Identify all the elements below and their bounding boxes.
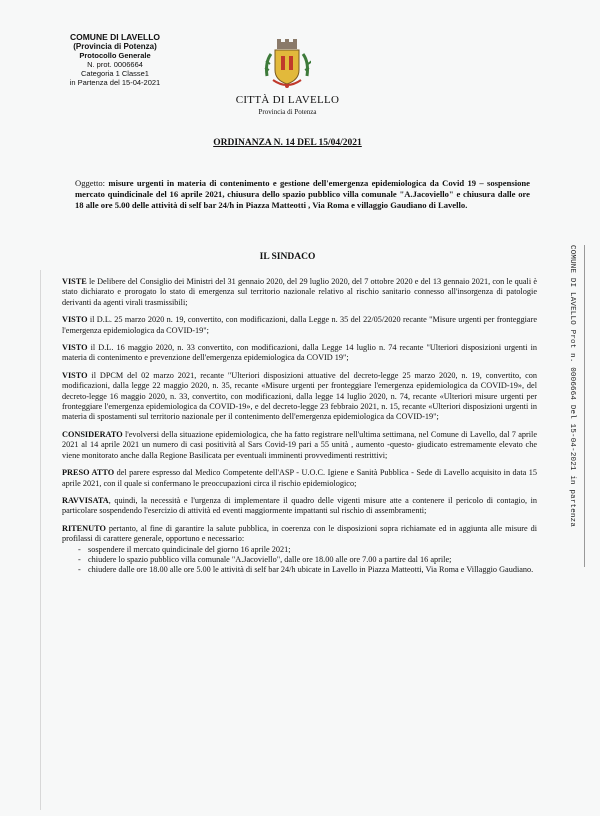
paragraph-text: del parere espresso dal Medico Competente dell'ASP - U.O.C. Igiene e Sanità Pubblica - Sede di Lavello acquisito in data 15 aprile 2021, con il quale si confermano le preoccupazioni circa il rischio epidemiologico; [62, 468, 537, 488]
paragraph-text: , quindi, la necessità e l'urgenza di implementare il quadro delle vigenti misure atte a contenere il pericolo di contagio, in particolare sospendendo l'esercizio di attività ed eventi maggiormente impattanti sul rischio di assembramenti; [62, 495, 537, 516]
protocol-comune: COMUNE DI LAVELLO [69, 32, 161, 42]
list-item: - chiudere lo spazio pubblico villa comunale "A.Jacoviello", dalle ore 18.00 alle ore 7.00 a partire dal 16 aprile; [88, 555, 537, 565]
side-stamp-rule [584, 245, 585, 567]
city-name: CITTÀ DI LAVELLO [235, 94, 340, 106]
paragraph-keyword: CONSIDERATO [62, 429, 123, 439]
subject-block [75, 178, 530, 211]
paragraph [62, 430, 537, 461]
section-heading: IL SINDACO [259, 252, 316, 262]
protocol-provincia: (Provincia di Potenza) [73, 42, 157, 51]
paragraph-keyword: VISTO [62, 370, 88, 380]
paragraph-text: l'evolversi della situazione epidemiologica, che ha fatto registrare nell'ultima settimana, nel Comune di Lavello, dal 7 aprile 2021 al 14 aprile 2021 un numero di casi positività al Sars Covid-19 pari a 55 unità , aumento -questo- giudicato estremamente elevato che viene monitorato anche dalla Regione Basilicata per eventuali imminenti provvedimenti restrittivi; [62, 429, 537, 460]
paragraph-text: il D.L. 16 maggio 2020, n. 33 convertito, con modificazioni, dalla Legge 14 luglio n. 74 recante "Ulteriori disposizioni urgenti in materia di contenimento e prevenzione dell'emergenza epidemiologica da COVID 19"; [62, 343, 537, 363]
ordinance-title: ORDINANZA N. 14 DEL 15/04/2021 [213, 138, 362, 148]
measures-list [62, 545, 537, 576]
protocol-categoria: Categoria 1 Classe1 [81, 69, 149, 78]
paragraph-keyword: VISTE [62, 277, 87, 286]
paragraph [62, 277, 537, 308]
protocol-partenza: in Partenza del 15-04-2021 [69, 78, 161, 87]
side-protocol-stamp: COMUNE DI LAVELLO Prot n. 0006664 Del 15-04-2021 in partenza [568, 245, 576, 528]
subject-text: misure urgenti in materia di contenimento e gestione dell'emergenza epidemiologica da Covid 19 – sospensione mercato quindicinale del 16 aprile 2021, chiusura dello spazio pubblico villa comunale "A.Jacoviello" e chiusura dalle ore 18 alle ore 5.00 delle attività di self bar 24/h in Piazza Matteotti , Via Roma e villaggio Gaudiano di Lavello. [75, 178, 530, 210]
list-item: - sospendere il mercato quindicinale del giorno 16 aprile 2021; [88, 545, 537, 555]
paragraph-keyword: VISTO [62, 343, 88, 353]
paragraph [62, 371, 537, 423]
paragraph [62, 524, 537, 545]
paragraph-text: le Delibere del Consiglio dei Ministri del 31 gennaio 2020, del 29 luglio 2020, del 7 ottobre 2020 e del 13 gennaio 2021, con le quali è stato dichiarato e prorogato lo stato di emergenza sul territorio nazionale relativo al rischio sanitario connesso all'insorgenza di patologie derivanti da agenti virali trasmissibili; [62, 277, 537, 307]
subject-label: Oggetto: [75, 178, 106, 188]
protocol-title: Protocollo Generale [79, 51, 151, 60]
city-province: Provincia di Potenza [258, 108, 317, 116]
paragraph [62, 343, 537, 364]
margin-line [40, 270, 41, 810]
paragraph-text: il D.L. 25 marzo 2020 n. 19, convertito, con modificazioni, dalla Legge n. 35 del 22/05/2020 recante "Misure urgenti per fronteggiare l'emergenza epidemiologica da COVID-19"; [62, 315, 537, 335]
paragraph [62, 315, 537, 336]
protocol-stamp [40, 33, 190, 87]
paragraph [62, 468, 537, 489]
paragraph-text: il DPCM del 02 marzo 2021, recante "Ulteriori disposizioni attuative del decreto-legge 25 marzo 2020, n. 19, convertito, con modificazioni, dalla legge 22 maggio 2020, n. 35, recante «Misure urgenti per fronteggiare l'emergenza epidemiologica da COVID-19», del decreto-legge 16 maggio 2020, n. 33, convertito, con modificazioni, dalla legge 14 luglio 2020, n. 74, recante «Ulteriori misure urgenti per fronteggiare l'emergenza epidemiologica da COVID-19», e del decreto-legge 23 febbraio 2021, n. 15, recante «Ulteriori disposizioni urgenti in materia di spostamenti sul territorio nazionale per il contenimento dell'emergenza epidemiologica da COVID-19"; [62, 370, 537, 422]
paragraph-text: pertanto, al fine di garantire la salute pubblica, in coerenza con le disposizioni sopra richiamate ed in aggiunta alle misure di profilassi di carattere generale, opportuno e necessario: [62, 523, 537, 544]
coat-of-arms-icon [263, 36, 311, 94]
document-body [62, 277, 537, 576]
paragraph [62, 496, 537, 517]
paragraph-keyword: PRESO ATTO [62, 468, 115, 478]
paragraph-keyword: RITENUTO [62, 523, 106, 533]
list-item: - chiudere dalle ore 18.00 alle ore 5.00 le attività di self bar 24/h ubicate in Lavello in Piazza Matteotti, Via Roma e Villaggio Gaudiano. [88, 565, 537, 575]
paragraph-keyword: RAVVISATA [62, 495, 109, 505]
protocol-number: N. prot. 0006664 [87, 60, 143, 69]
paragraph-keyword: VISTO [62, 315, 88, 325]
